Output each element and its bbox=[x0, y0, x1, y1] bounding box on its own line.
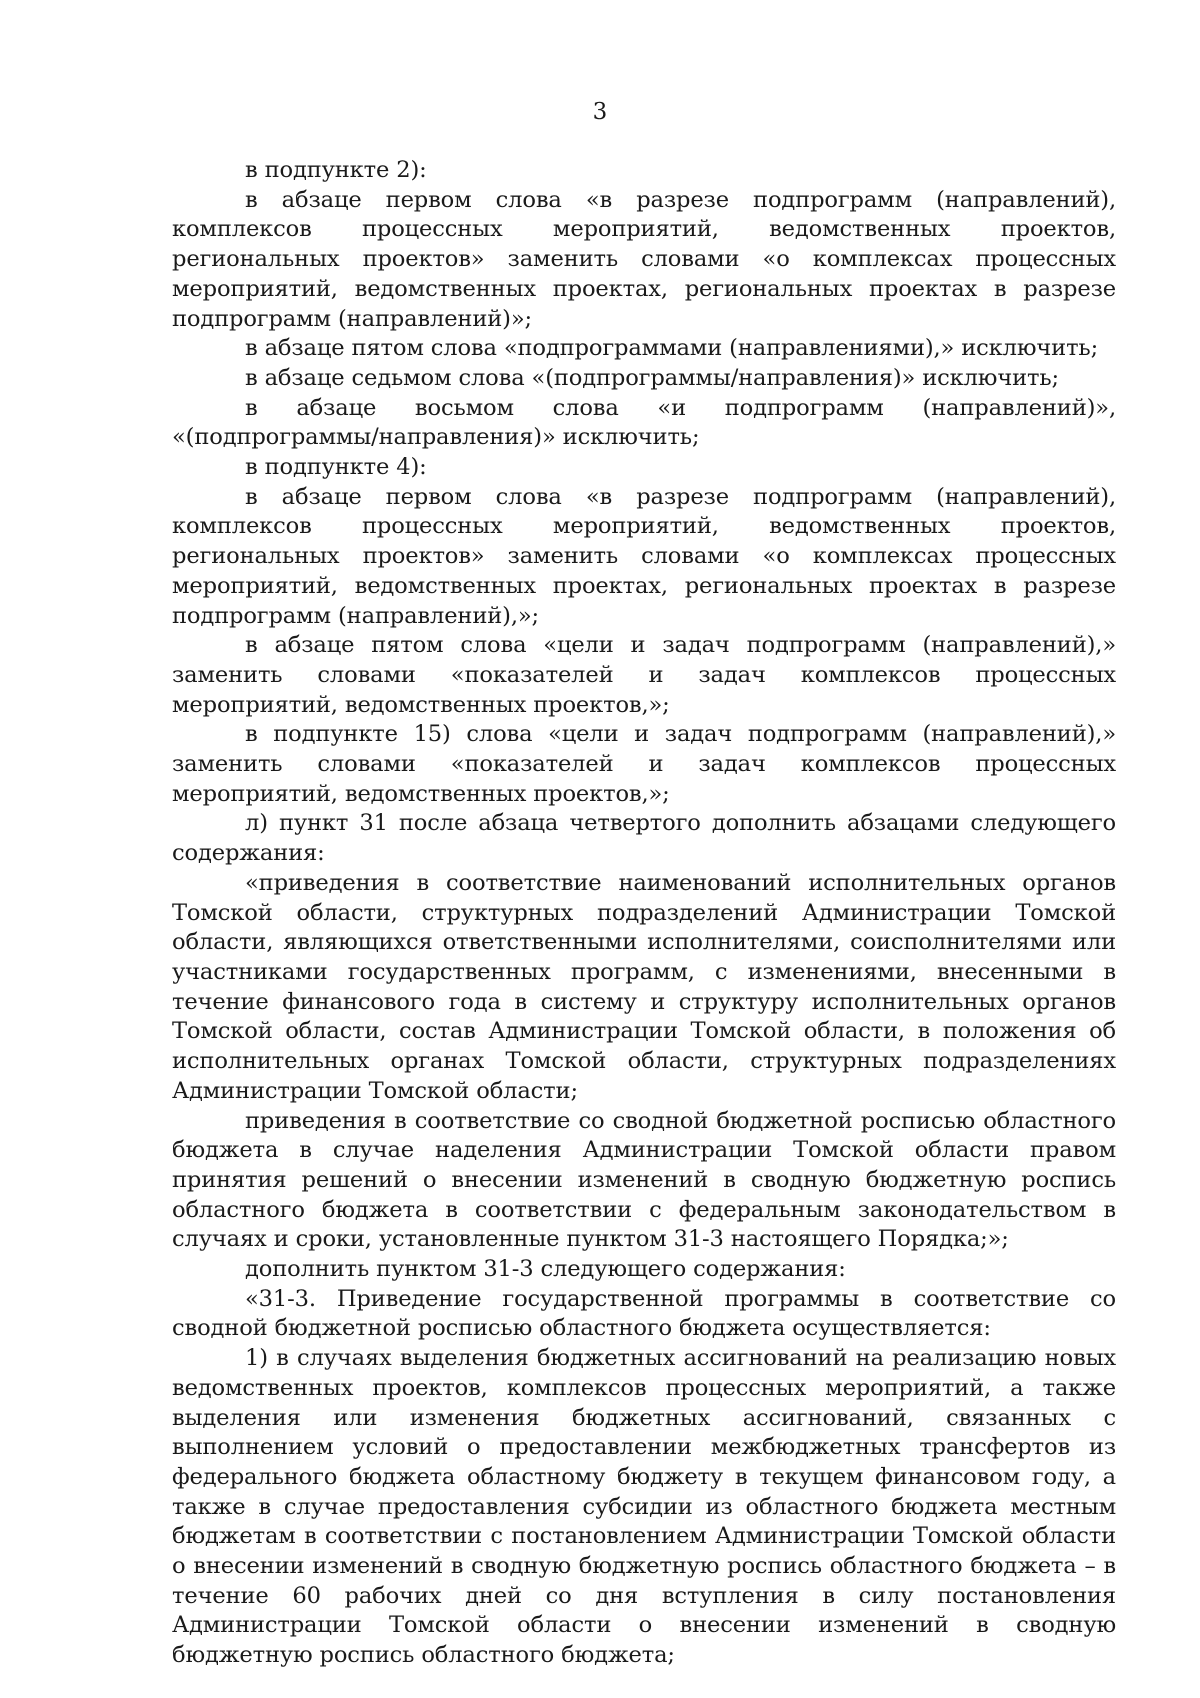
paragraph-subitem-2-heading: в подпункте 2): bbox=[245, 157, 427, 183]
paragraph: в подпункте 15) слова «цели и задач подпрограмм (направлений),» заменить словами «показателей и задач комплексов процессных мероприятий, ведомственных проектов,»; bbox=[172, 721, 1116, 807]
page-number: 3 bbox=[592, 99, 608, 125]
paragraph-subitem-4-heading: в подпункте 4): bbox=[245, 454, 427, 481]
paragraph-clause-31-3: «31-3. Приведение государственной программы в соответствие со сводной бюджетной росписью областного бюджета осуществляется: bbox=[172, 1285, 1116, 1342]
paragraph: 1) в случаях выделения бюджетных ассигнований на реализацию новых ведомственных проектов, комплексов процессных мероприятий, а также выделения или изменения бюджетных ассигнований, связанных с выполнением условий о предоставлении межбюджетных трансфертов из федерального бюджета областному бюджету в текущем финансовом году, а также в случае предоставления субсидии из областного бюджета местным бюджетам в соответствии с постановлением Администрации Томской области о внесении изменений в сводную бюджетную роспись областного бюджета – в течение 60 рабочих дней со дня вступления в силу постановления Администрации Томской области о внесении изменений в сводную бюджетную роспись областного бюджета; bbox=[172, 1345, 1116, 1669]
paragraph-item-l: л) пункт 31 после абзаца четвертого дополнить абзацами следующего содержания: bbox=[172, 810, 1116, 867]
paragraph: в абзаце пятом слова «подпрограммами (направлениями),» исключить; bbox=[245, 335, 1099, 362]
paragraph: в абзаце первом слова «в разрезе подпрограмм (направлений), комплексов процессных мероприятий, ведомственных проектов, региональных проектов» заменить словами «о комплексах процессных мероприятий, ведомственных проектах, региональных проектах в разрезе подпрограмм (направлений)»; bbox=[172, 186, 1116, 332]
paragraph: в абзаце седьмом слова «(подпрограммы/направления)» исключить; bbox=[245, 364, 1059, 391]
document-body bbox=[172, 156, 1116, 1671]
paragraph: в абзаце восьмом слова «и подпрограмм (направлений)», «(подпрограммы/направления)» исключить; bbox=[172, 394, 1116, 451]
paragraph: «приведения в соответствие наименований исполнительных органов Томской области, структурных подразделений Администрации Томской области, являющихся ответственными исполнителями, соисполнителями или участниками государственных программ, с изменениями, внесенными в течение финансового года в систему и структуру исполнительных органов Томской области, состав Администрации Томской области, в положения об исполнительных органах Томской области, структурных подразделениях Администрации Томской области; bbox=[172, 869, 1116, 1104]
paragraph: в абзаце первом слова «в разрезе подпрограмм (направлений), комплексов процессных мероприятий, ведомственных проектов, региональных проектов» заменить словами «о комплексах процессных мероприятий, ведомственных проектах, региональных проектах в разрезе подпрограмм (направлений),»; bbox=[172, 483, 1116, 629]
paragraph: в абзаце пятом слова «цели и задач подпрограмм (направлений),» заменить словами «показателей и задач комплексов процессных мероприятий, ведомственных проектов,»; bbox=[172, 632, 1116, 718]
paragraph: дополнить пунктом 31-3 следующего содержания: bbox=[245, 1256, 846, 1283]
paragraph: приведения в соответствие со сводной бюджетной росписью областного бюджета в случае наделения Администрации Томской области правом принятия решений о внесении изменений в сводную бюджетную роспись областного бюджета в соответствии с федеральным законодательством в случаях и сроки, установленные пунктом 31-3 настоящего Порядка;»; bbox=[172, 1107, 1116, 1253]
